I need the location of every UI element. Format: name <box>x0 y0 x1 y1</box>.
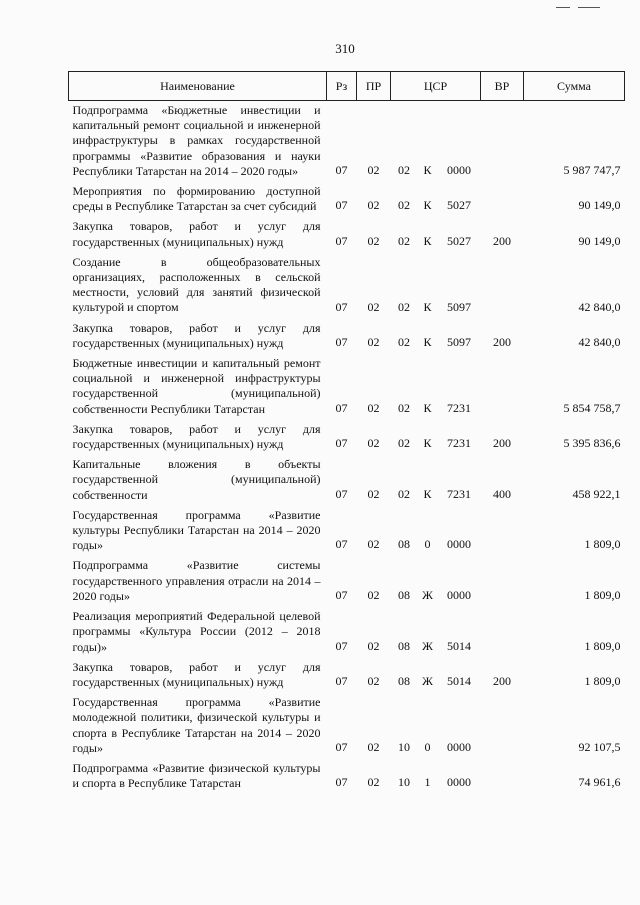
row-csr-direction: 7231 <box>447 400 471 415</box>
table-row <box>69 101 625 183</box>
row-rz: 07 <box>335 739 348 754</box>
row-csr-direction: 0000 <box>447 739 471 754</box>
row-rz: 07 <box>335 163 348 178</box>
row-name <box>69 759 327 794</box>
row-pr: 02 <box>367 163 380 178</box>
row-csr-direction: 0000 <box>447 537 471 552</box>
row-csr-subprogram: Ж <box>422 638 433 653</box>
table-row <box>69 506 625 557</box>
row-csr-program: 08 <box>398 537 410 552</box>
row-pr: 02 <box>367 739 380 754</box>
row-csr-program: 02 <box>398 233 410 248</box>
row-name <box>69 420 327 455</box>
row-csr-direction: 5027 <box>447 198 471 213</box>
row-name <box>69 217 327 252</box>
row-csr-program: 02 <box>398 299 410 314</box>
table-header-row <box>69 72 625 101</box>
row-name-text: Подпрограмма «Бюджетные инвестиции и капитальный ремонт социальной и инженерной инфраструктуры в рамках государственной программы «Развитие образования и науки Республики Татарстан на 2014 – 2020 годы» <box>72 103 321 178</box>
row-csr-subprogram: К <box>423 486 432 501</box>
row-csr-subprogram: К <box>423 400 432 415</box>
row-csr-subprogram: 0 <box>424 537 431 552</box>
row-csr-direction: 7231 <box>447 486 471 501</box>
row-name-text: Закупка товаров, работ и услуг для государственных (муниципальных) нужд <box>72 421 321 452</box>
row-csr-program: 08 <box>398 674 410 689</box>
table-row <box>69 693 625 759</box>
row-pr: 02 <box>367 486 380 501</box>
row-csr-direction: 0000 <box>447 163 471 178</box>
row-sum: 458 922,1 <box>572 486 621 501</box>
row-csr-subprogram: Ж <box>422 588 433 603</box>
row-sum: 1 809,0 <box>584 588 621 603</box>
row-name <box>69 319 327 354</box>
row-sum: 5 395 836,6 <box>563 436 621 451</box>
row-vr <box>481 506 524 557</box>
row-sum: 5 854 758,7 <box>563 400 621 415</box>
corner-mark <box>556 7 570 8</box>
row-csr-direction: 7231 <box>447 436 471 451</box>
row-name-text: Подпрограмма «Развитие физической культуры и спорта в Республике Татарстан <box>72 760 321 791</box>
table-row <box>69 455 625 506</box>
row-vr <box>481 607 524 658</box>
row-rz: 07 <box>335 537 348 552</box>
row-vr <box>481 101 524 183</box>
row-name-text: Реализация мероприятий Федеральной целевой программы «Культура России (2012 – 2018 годы)» <box>72 609 321 654</box>
row-vr: 200 <box>493 233 512 248</box>
row-name-text: Закупка товаров, работ и услуг для государственных (муниципальных) нужд <box>72 659 321 689</box>
table-row <box>69 556 625 607</box>
row-pr: 02 <box>367 436 380 451</box>
row-name <box>69 354 327 420</box>
header-rz: Рз <box>327 72 357 101</box>
row-vr <box>481 354 524 420</box>
budget-table <box>68 71 625 794</box>
row-pr: 02 <box>367 588 380 603</box>
row-pr: 02 <box>367 198 380 213</box>
row-sum: 42 840,0 <box>578 335 621 350</box>
row-csr-subprogram: К <box>423 335 432 350</box>
header-sum: Сумма <box>524 72 625 101</box>
row-name <box>69 101 327 183</box>
row-csr-direction: 5014 <box>447 674 471 689</box>
row-csr-subprogram: 0 <box>424 739 431 754</box>
row-rz: 07 <box>335 436 348 451</box>
row-sum: 92 107,5 <box>578 739 621 754</box>
row-vr: 200 <box>493 335 512 350</box>
row-csr-subprogram: 1 <box>424 775 431 790</box>
row-csr-direction: 5027 <box>447 233 471 248</box>
row-pr: 02 <box>367 233 380 248</box>
table-row <box>69 354 625 420</box>
table-row <box>69 182 625 217</box>
row-name <box>69 253 327 319</box>
row-vr <box>481 253 524 319</box>
row-name-text: Подпрограмма «Развитие системы государственного управления отрасли на 2014 – 2020 годы» <box>72 558 321 603</box>
row-sum: 74 961,6 <box>578 775 621 790</box>
row-vr <box>481 759 524 794</box>
header-csr: ЦСР <box>391 72 481 101</box>
row-csr-program: 02 <box>398 335 410 350</box>
row-csr-direction: 0000 <box>447 588 471 603</box>
row-sum: 42 840,0 <box>578 299 621 314</box>
row-name <box>69 182 327 217</box>
row-pr: 02 <box>367 537 380 552</box>
header-vr: ВР <box>481 72 524 101</box>
row-csr-direction: 5014 <box>447 638 471 653</box>
row-pr: 02 <box>367 775 380 790</box>
page-number: 310 <box>335 41 355 56</box>
row-csr-subprogram: К <box>423 436 432 451</box>
row-rz: 07 <box>335 674 348 689</box>
row-csr-program: 02 <box>398 486 410 501</box>
table-row <box>69 607 625 658</box>
row-csr-program: 08 <box>398 588 410 603</box>
table-row <box>69 217 625 252</box>
table-row <box>69 420 625 455</box>
row-rz: 07 <box>335 335 348 350</box>
row-sum: 90 149,0 <box>578 233 621 248</box>
row-name-text: Государственная программа «Развитие молодежной политики, физической культуры и спорта в Республике Татарстан на 2014 – 2020 годы» <box>72 695 321 755</box>
row-name <box>69 607 327 658</box>
row-csr-program: 10 <box>398 775 410 790</box>
row-csr-direction: 5097 <box>447 335 471 350</box>
table-body <box>69 101 625 795</box>
row-csr-program: 02 <box>398 436 410 451</box>
row-rz: 07 <box>335 233 348 248</box>
row-name-text: Бюджетные инвестиции и капитальный ремонт социальной и инженерной инфраструктуры государственной (муниципальной) собственности Республики Татарстан <box>72 356 321 416</box>
row-rz: 07 <box>335 588 348 603</box>
row-name-text: Закупка товаров, работ и услуг для государственных (муниципальных) нужд <box>72 320 321 350</box>
row-csr-direction: 5097 <box>447 299 471 314</box>
row-rz: 07 <box>335 198 348 213</box>
row-csr-subprogram: К <box>423 233 432 248</box>
table-row <box>69 253 625 319</box>
table-row <box>69 759 625 794</box>
row-pr: 02 <box>367 638 380 653</box>
row-vr: 200 <box>493 674 512 689</box>
row-csr-subprogram: К <box>423 163 432 178</box>
row-pr: 02 <box>367 674 380 689</box>
row-sum: 1 809,0 <box>584 537 621 552</box>
row-name <box>69 506 327 557</box>
row-name <box>69 455 327 506</box>
row-vr <box>481 556 524 607</box>
row-sum: 1 809,0 <box>584 674 621 689</box>
row-rz: 07 <box>335 486 348 501</box>
row-sum: 90 149,0 <box>578 198 621 213</box>
table-row <box>69 658 625 693</box>
row-vr: 400 <box>493 486 512 501</box>
row-vr: 200 <box>493 436 512 451</box>
row-rz: 07 <box>335 775 348 790</box>
row-name <box>69 658 327 693</box>
row-name <box>69 556 327 607</box>
row-name-text: Мероприятия по формированию доступной среды в Республике Татарстан за счет субсидий <box>72 184 321 214</box>
row-pr: 02 <box>367 299 380 314</box>
row-sum: 1 809,0 <box>584 638 621 653</box>
row-sum: 5 987 747,7 <box>563 163 621 178</box>
header-name: Наименование <box>69 72 327 101</box>
row-csr-program: 08 <box>398 638 410 653</box>
row-csr-subprogram: К <box>423 198 432 213</box>
row-name-text: Закупка товаров, работ и услуг для государственных (муниципальных) нужд <box>72 219 321 249</box>
corner-mark <box>578 7 600 8</box>
row-vr <box>481 182 524 217</box>
row-csr-program: 02 <box>398 163 410 178</box>
table-row <box>69 319 625 354</box>
row-name <box>69 693 327 759</box>
row-csr-subprogram: К <box>423 299 432 314</box>
header-pr: ПР <box>357 72 391 101</box>
row-pr: 02 <box>367 335 380 350</box>
row-name-text: Капитальные вложения в объекты государственной (муниципальной) собственности <box>72 457 321 502</box>
row-rz: 07 <box>335 638 348 653</box>
row-rz: 07 <box>335 400 348 415</box>
row-rz: 07 <box>335 299 348 314</box>
row-csr-program: 02 <box>398 198 410 213</box>
row-name-text: Создание в общеобразовательных организациях, расположенных в сельской местности, условий для занятий физической культурой и спортом <box>72 254 321 315</box>
row-name-text: Государственная программа «Развитие культуры Республики Татарстан на 2014 – 2020 годы» <box>72 507 321 553</box>
row-csr-direction: 0000 <box>447 775 471 790</box>
row-vr <box>481 693 524 759</box>
row-csr-subprogram: Ж <box>422 674 433 689</box>
row-pr: 02 <box>367 400 380 415</box>
row-csr-program: 02 <box>398 400 410 415</box>
row-csr-program: 10 <box>398 739 410 754</box>
